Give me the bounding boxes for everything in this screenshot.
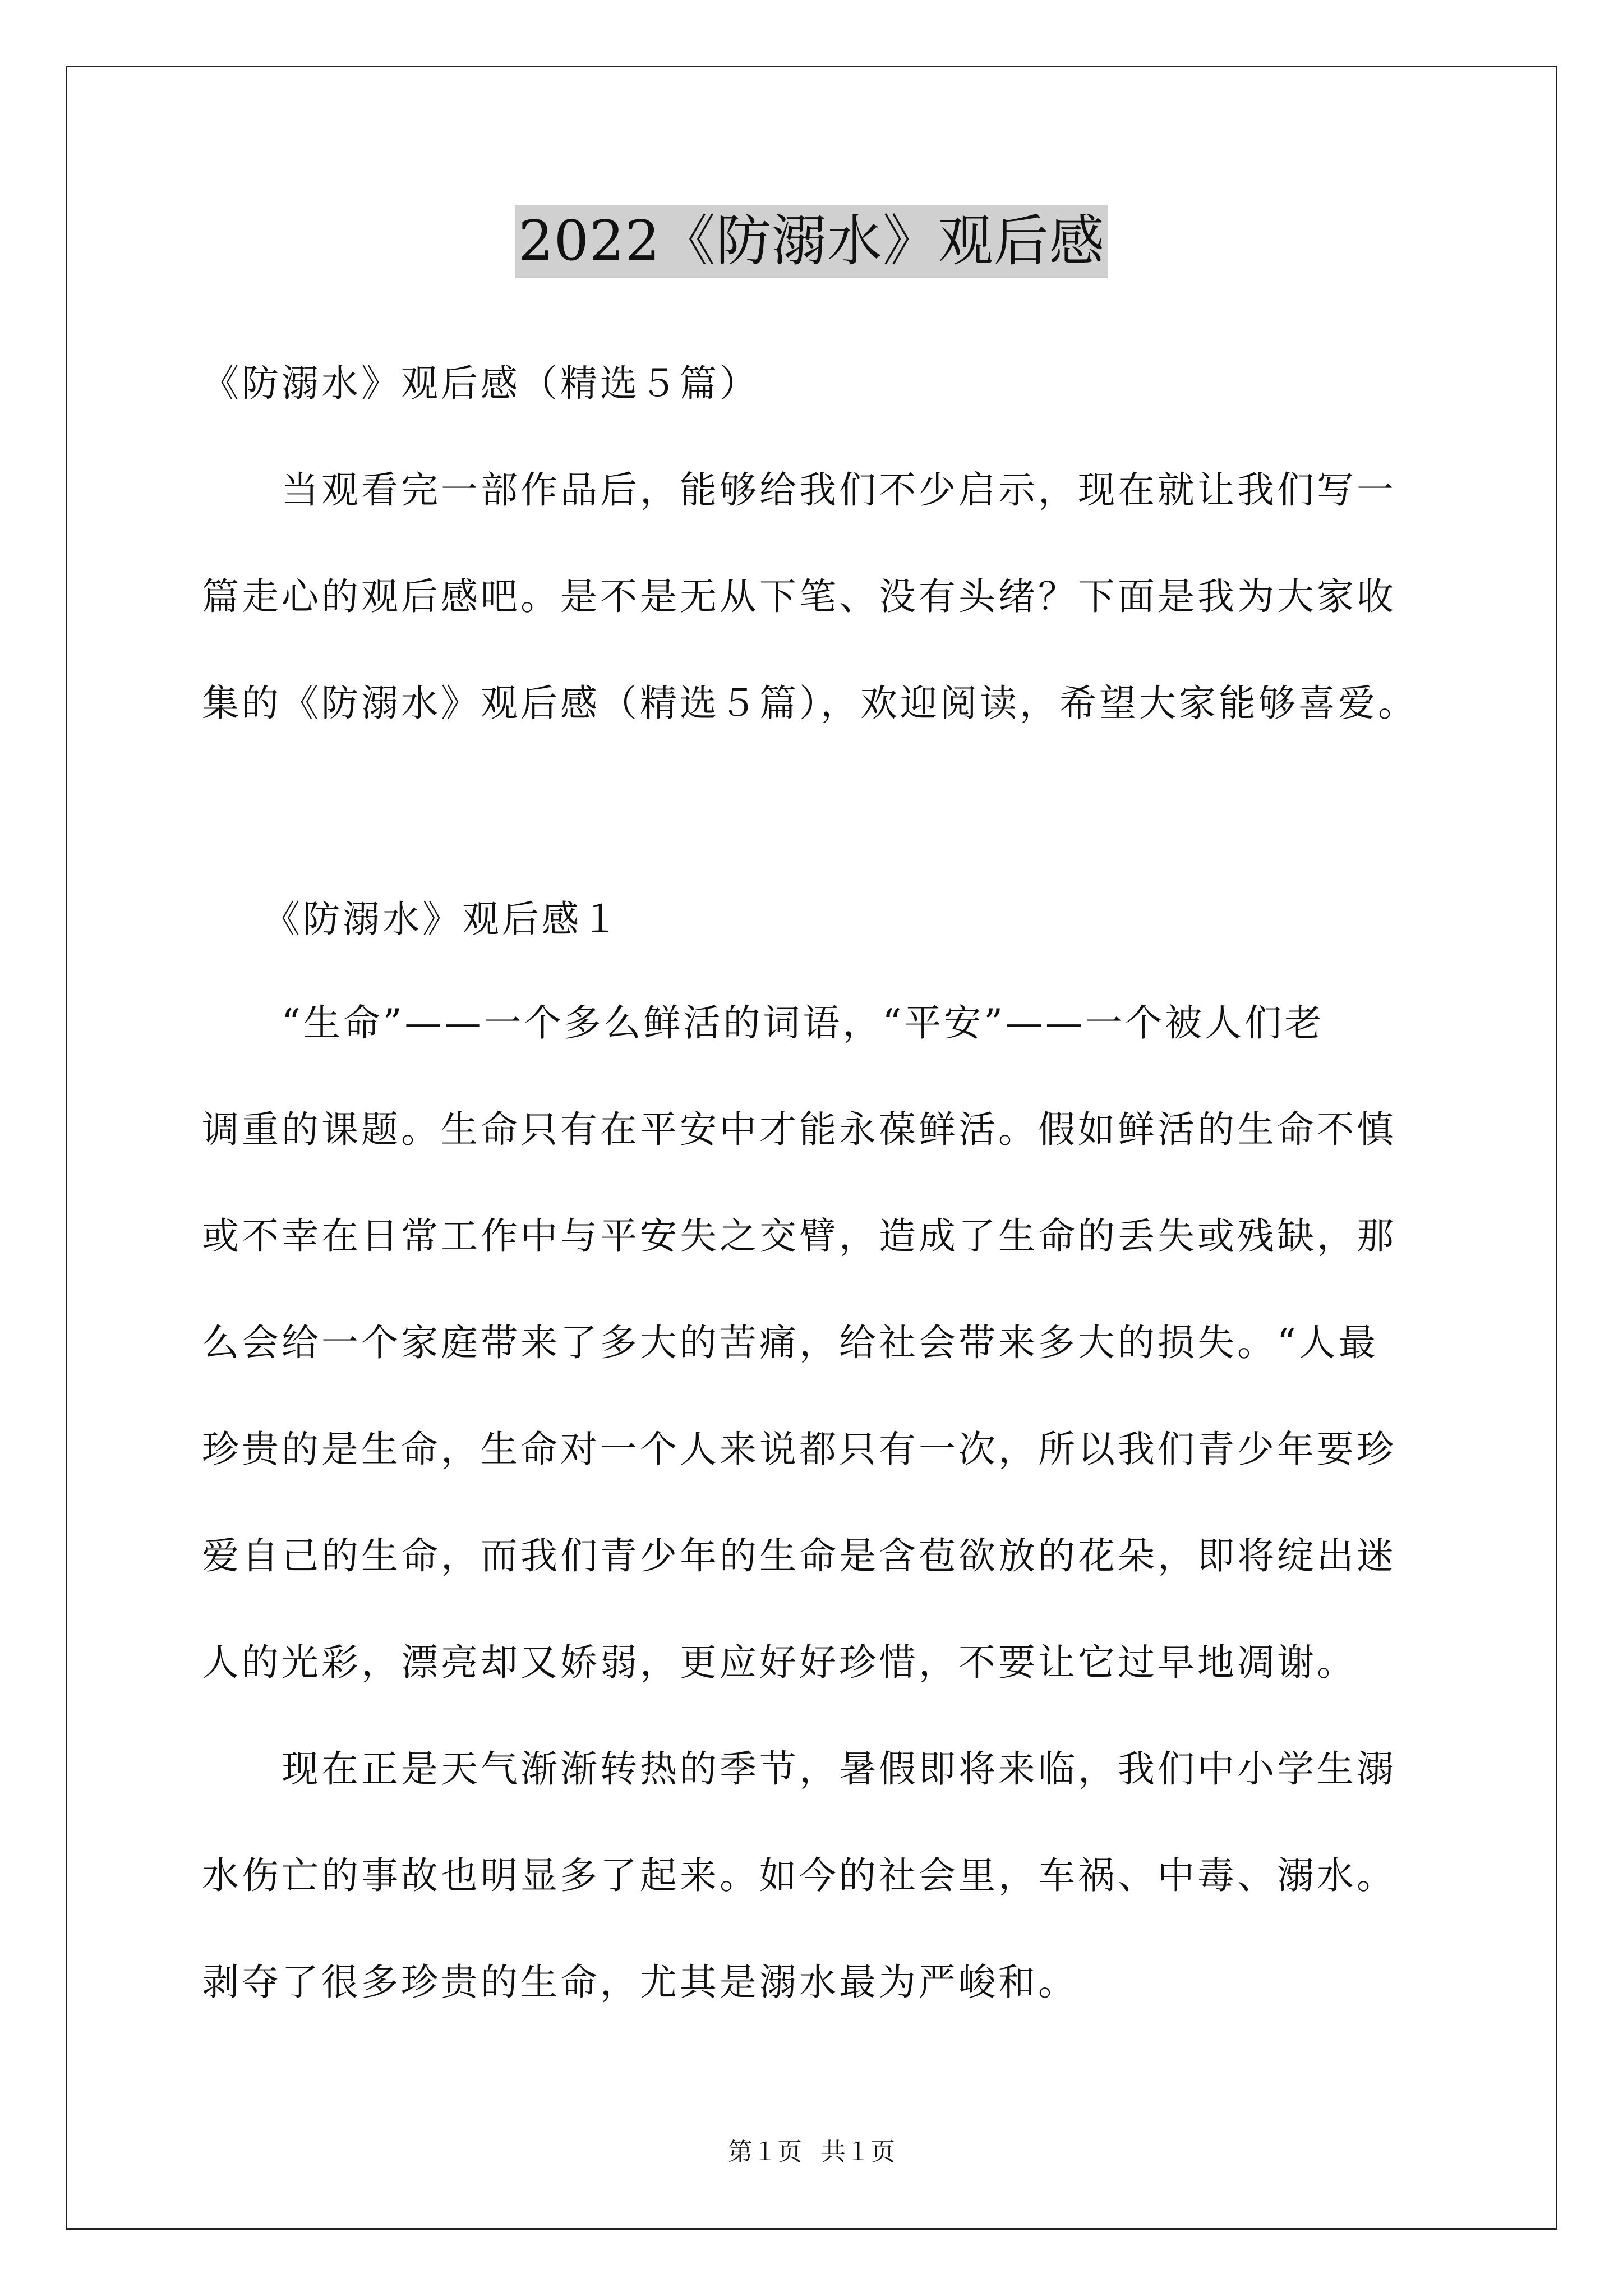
page-total: 共１页 (821, 2138, 895, 2166)
page-number: 第１页 (728, 2138, 802, 2166)
body-line-9: 么会给一个家庭带来了多大的苦痛，给社会带来多大的损失。“人最 (202, 1321, 1378, 1364)
body-line-7: 调重的课题。生命只有在平安中才能永葆鲜活。假如鲜活的生命不慎 (202, 1108, 1396, 1151)
page-footer (0, 2132, 1623, 2168)
body-line-14: 水伤亡的事故也明显多了起来。如今的社会里，车祸、中毒、溺水。 (202, 1854, 1396, 1897)
body-line-12: 人的光彩，漂亮却又娇弱，更应好好珍惜，不要让它过早地凋谢。 (202, 1641, 1357, 1684)
body-line-3: 篇走心的观后感吧。是不是无从下笔、没有头绪？下面是我为大家收 (202, 575, 1396, 618)
body-line-6: “生命”——一个多么鲜活的词语，“平安”——一个被人们老 (202, 1001, 1324, 1045)
body-line-10: 珍贵的是生命，生命对一个人来说都只有一次，所以我们青少年要珍 (202, 1428, 1396, 1471)
title-container (0, 205, 1623, 278)
body-line-13: 现在正是天气渐渐转热的季节，暑假即将来临，我们中小学生溺 (202, 1747, 1396, 1791)
body-line-11: 爱自己的生命，而我们青少年的生命是含苞欲放的花朵，即将绽出迷 (202, 1534, 1396, 1577)
body-line-2: 当观看完一部作品后，能够给我们不少启示，现在就让我们写一 (202, 468, 1396, 512)
body-line-15: 剥夺了很多珍贵的生命，尤其是溺水最为严峻和。 (202, 1961, 1078, 2004)
section-heading-1: 《防溺水》观后感１ (202, 898, 621, 941)
body-line-4: 集的《防溺水》观后感（精选５篇），欢迎阅读，希望大家能够喜爱。 (202, 682, 1418, 725)
body-line-8: 或不幸在日常工作中与平安失之交臂，造成了生命的丢失或残缺，那 (202, 1214, 1396, 1258)
document-title: 2022《防溺水》观后感 (515, 205, 1108, 278)
body-line-1: 《防溺水》观后感（精选５篇） (202, 362, 759, 405)
